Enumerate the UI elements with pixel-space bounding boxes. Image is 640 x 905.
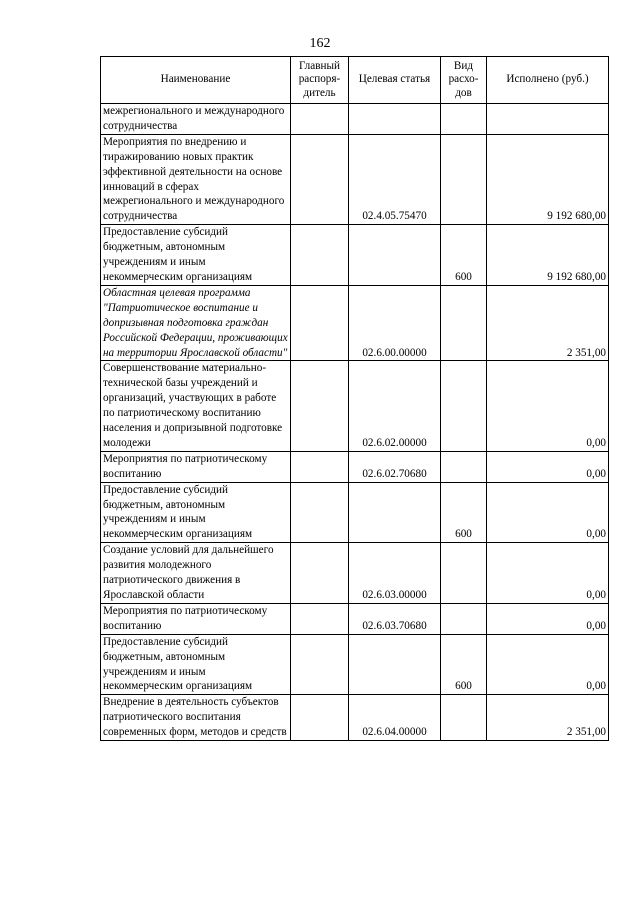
table-row [101, 695, 609, 741]
row-main-manager [291, 451, 349, 482]
row-expense-type [441, 451, 487, 482]
table-row [101, 482, 609, 543]
row-name: межрегионального и международного сотрудничества [101, 104, 291, 135]
row-expense-type [441, 543, 487, 604]
table-row [101, 225, 609, 286]
table-row [101, 634, 609, 695]
page-number: 162 [309, 36, 331, 51]
table-row [101, 543, 609, 604]
row-executed: 2 351,00 [487, 695, 609, 741]
header-expense-type: Вид расхо-дов [441, 57, 487, 104]
row-executed: 0,00 [487, 451, 609, 482]
row-executed: 2 351,00 [487, 285, 609, 361]
row-executed: 0,00 [487, 543, 609, 604]
table-header-row [101, 57, 609, 104]
row-target-article [349, 225, 441, 286]
header-executed: Исполнено (руб.) [487, 57, 609, 104]
row-target-article: 02.6.02.00000 [349, 361, 441, 451]
row-executed: 9 192 680,00 [487, 225, 609, 286]
row-main-manager [291, 225, 349, 286]
row-executed: 0,00 [487, 634, 609, 695]
header-target-article: Целевая статья [349, 57, 441, 104]
row-main-manager [291, 695, 349, 741]
row-expense-type [441, 603, 487, 634]
row-name: Мероприятия по внедрению и тиражированию новых практик эффективной деятельности на основе инноваций в сферах межрегионального и международного сотрудничества [101, 134, 291, 224]
row-main-manager [291, 285, 349, 361]
row-expense-type: 600 [441, 482, 487, 543]
row-executed: 0,00 [487, 482, 609, 543]
row-target-article [349, 104, 441, 135]
row-executed [487, 104, 609, 135]
row-expense-type: 600 [441, 634, 487, 695]
row-name: Мероприятия по патриотическому воспитанию [101, 603, 291, 634]
row-expense-type [441, 361, 487, 451]
row-target-article [349, 634, 441, 695]
table-row [101, 285, 609, 361]
row-target-article: 02.6.00.00000 [349, 285, 441, 361]
row-executed: 9 192 680,00 [487, 134, 609, 224]
row-name: Предоставление субсидий бюджетным, автономным учреждениям и иным некоммерческим организациям [101, 482, 291, 543]
row-main-manager [291, 603, 349, 634]
row-expense-type [441, 104, 487, 135]
row-target-article: 02.6.02.70680 [349, 451, 441, 482]
table-row [101, 104, 609, 135]
row-name: Совершенствование материально-технической базы учреждений и организаций, участвующих в работе по патриотическому воспитанию населения и допризывной подготовке молодежи [101, 361, 291, 451]
row-name: Создание условий для дальнейшего развития молодежного патриотического движения в Ярославской области [101, 543, 291, 604]
row-main-manager [291, 543, 349, 604]
row-name: Внедрение в деятельность субъектов патриотического воспитания современных форм, методов и средств [101, 695, 291, 741]
header-main-manager: Главный распоря-дитель [291, 57, 349, 104]
row-main-manager [291, 361, 349, 451]
row-target-article: 02.6.03.00000 [349, 543, 441, 604]
row-expense-type [441, 695, 487, 741]
table-row [101, 451, 609, 482]
row-name: Предоставление субсидий бюджетным, автономным учреждениям и иным некоммерческим организациям [101, 634, 291, 695]
row-expense-type [441, 285, 487, 361]
row-executed: 0,00 [487, 603, 609, 634]
row-main-manager [291, 104, 349, 135]
table-row [101, 603, 609, 634]
row-name: Предоставление субсидий бюджетным, автономным учреждениям и иным некоммерческим организациям [101, 225, 291, 286]
table-row [101, 134, 609, 224]
row-target-article: 02.6.04.00000 [349, 695, 441, 741]
row-expense-type: 600 [441, 225, 487, 286]
row-executed: 0,00 [487, 361, 609, 451]
row-main-manager [291, 634, 349, 695]
row-target-article: 02.4.05.75470 [349, 134, 441, 224]
row-name: Областная целевая программа "Патриотическое воспитание и допризывная подготовка граждан Российской Федерации, проживающих на территории Ярославской области" [101, 285, 291, 361]
row-name: Мероприятия по патриотическому воспитанию [101, 451, 291, 482]
header-name: Наименование [101, 57, 291, 104]
row-target-article: 02.6.03.70680 [349, 603, 441, 634]
row-main-manager [291, 482, 349, 543]
row-expense-type [441, 134, 487, 224]
table-row [101, 361, 609, 451]
row-main-manager [291, 134, 349, 224]
row-target-article [349, 482, 441, 543]
budget-table [100, 56, 609, 741]
